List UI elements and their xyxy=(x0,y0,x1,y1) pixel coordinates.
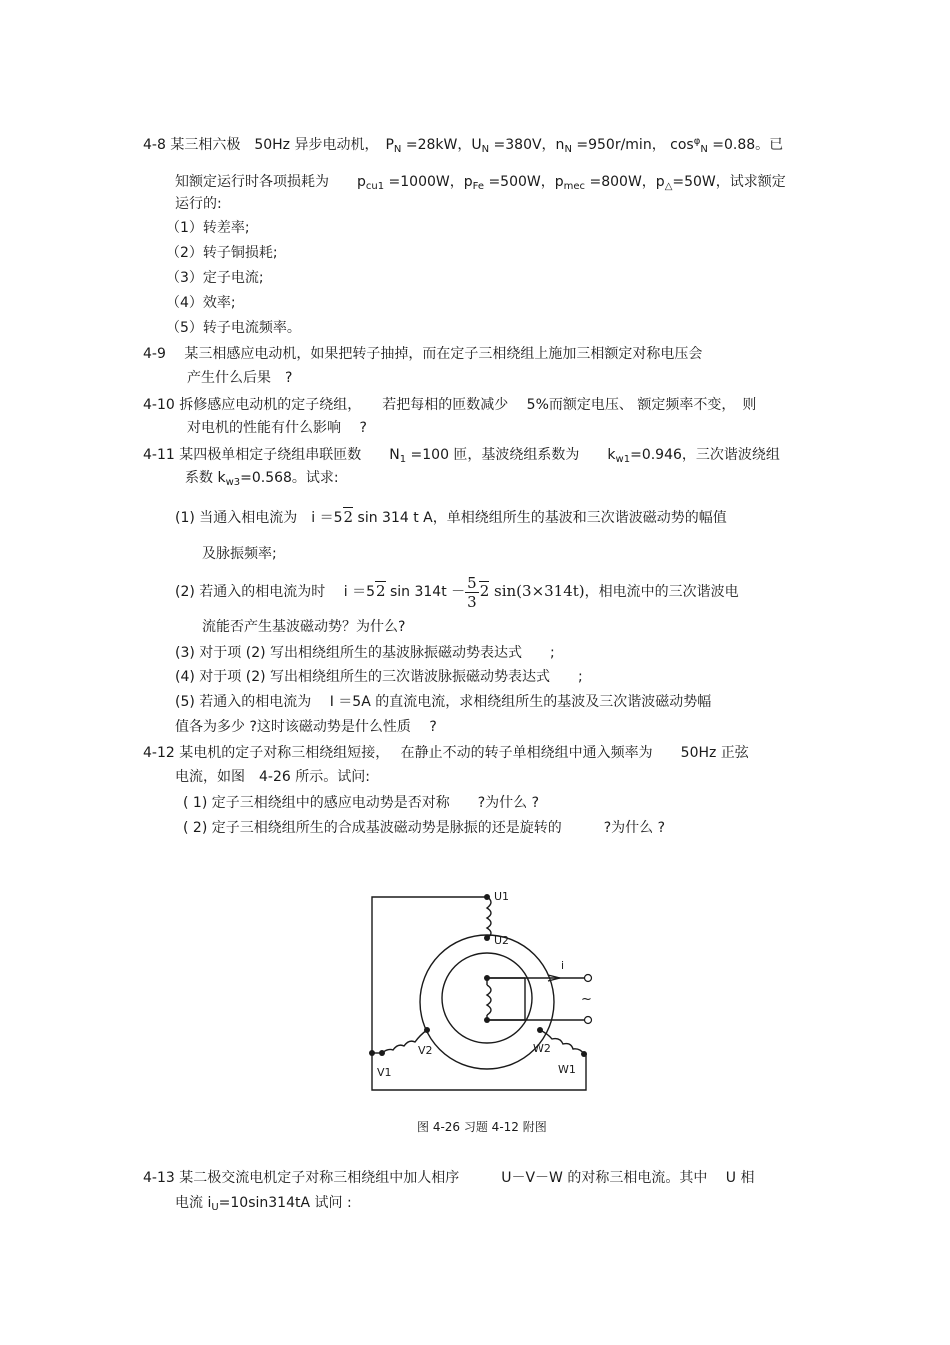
text: 知额定运行时各项损耗为 p xyxy=(175,174,366,190)
text: 电流 i xyxy=(175,1195,212,1211)
text: =0.946，三次谐波绕组 xyxy=(630,447,780,463)
subscript: 1 xyxy=(399,454,407,465)
subscript: w3 xyxy=(225,477,241,488)
text: =100 匝，基波绕组系数为 k xyxy=(406,447,616,463)
problem-4-11-line-1 xyxy=(143,445,780,470)
text: =950r/min， cos xyxy=(571,137,694,153)
problem-4-11-q4: (4) 对于项 (2) 写出相绕组所生的三次谐波脉振磁动势表达式 ; xyxy=(175,669,583,685)
label-v2: V2 xyxy=(418,1044,433,1057)
problem-4-11-q1 xyxy=(175,507,727,528)
subscript: mec xyxy=(563,181,586,192)
problem-4-11-q1-line-2: 及脉振频率; xyxy=(202,546,277,562)
text: =50W，试求额定 xyxy=(672,174,786,190)
text: sin 314 t A，单相绕组所生的基波和三次谐波磁动势的幅值 xyxy=(353,510,727,526)
terminal-dot xyxy=(379,1050,385,1056)
wire xyxy=(372,1053,586,1090)
sqrt-radicand: 2 xyxy=(343,508,354,526)
subscript: cu1 xyxy=(365,181,385,192)
problem-4-8-item: （1）转差率; xyxy=(166,220,250,236)
text: =500W，p xyxy=(484,174,564,190)
text: =28kW，U xyxy=(401,137,482,153)
rotor-coil xyxy=(487,985,491,1015)
text: (1) 当通入相电流为 i ＝5 xyxy=(175,510,343,526)
problem-4-8-line-3: 运行的: xyxy=(175,196,222,212)
terminal-dot xyxy=(537,1027,543,1033)
problem-4-8-line-1 xyxy=(143,132,783,160)
label-u2: U2 xyxy=(494,934,510,947)
label-v1: V1 xyxy=(377,1066,392,1079)
text: =0.568。试求: xyxy=(240,470,339,486)
label-w1: W1 xyxy=(558,1063,576,1076)
subscript: N xyxy=(700,144,708,155)
terminal-dot xyxy=(484,975,490,981)
subscript: N xyxy=(481,144,490,155)
text: =0.88。已 xyxy=(707,137,784,153)
text: =380V，n xyxy=(489,137,565,153)
problem-4-11-q3: (3) 对于项 (2) 写出相绕组所生的基波脉振磁动势表达式 ; xyxy=(175,645,555,661)
problem-4-12-q2: ( 2) 定子三相绕组所生的合成基波磁动势是脉振的还是旋转的 ?为什么 ? xyxy=(183,820,666,836)
terminal-dot xyxy=(424,1027,430,1033)
text: ，相电流中的三次谐波电 xyxy=(584,584,739,600)
problem-4-9-line-1: 4-9 某三相感应电动机，如果把转子抽掉，而在定子三相绕组上施加三相额定对称电压会 xyxy=(143,346,703,362)
text: =1000W，p xyxy=(384,174,473,190)
wire xyxy=(487,978,525,985)
problem-4-8-line-2 xyxy=(175,172,786,197)
problem-4-10-line-2: 对电机的性能有什么影响 ? xyxy=(187,420,367,436)
problem-4-11-line-2 xyxy=(185,468,339,493)
problem-4-11-q2-line-2: 流能否产生基波磁动势？为什么? xyxy=(202,619,406,635)
label-i: i xyxy=(561,959,565,972)
problem-4-11-q5-line-2: 值各为多少 ?这时该磁动势是什么性质 ? xyxy=(175,719,437,735)
problem-4-8-item: （3）定子电流; xyxy=(166,270,264,286)
problem-4-11-q2 xyxy=(175,570,739,613)
wire xyxy=(487,1015,525,1020)
supply-terminal xyxy=(585,975,592,982)
denominator: 3 xyxy=(467,592,477,611)
rotor-circle xyxy=(442,953,532,1043)
winding-circuit-figure xyxy=(355,880,615,1100)
subscript: w1 xyxy=(615,454,631,465)
problem-4-12-line-1: 4-12 某电机的定子对称三相绕组短接， 在静止不动的转子单相绕组中通入频率为 50Hz 正弦 xyxy=(143,745,749,761)
terminal-dot xyxy=(484,1017,490,1023)
problem-4-11-q5: (5) 若通入的相电流为 I ＝5A 的直流电流，求相绕组所生的基波及三次谐波磁动势幅 xyxy=(175,694,712,710)
subscript: Fe xyxy=(472,181,484,192)
terminal-dot xyxy=(581,1051,587,1057)
terminal-dot xyxy=(484,894,490,900)
problem-4-10-line-1: 4-10 拆修感应电动机的定子绕组， 若把每相的匝数减少 5%而额定电压、 额定频率不变， 则 xyxy=(143,397,757,413)
subscript: N xyxy=(393,144,402,155)
phi-symbol: φ xyxy=(693,136,701,147)
figure-caption: 图 4-26 习题 4-12 附图 xyxy=(417,1120,547,1134)
problem-4-13-line-1: 4-13 某二极交流电机定子对称三相绕组中加人相序 U－V－W 的对称三相电流。其中 U 相 xyxy=(143,1170,755,1186)
text: 4-11 某四极单相定子绕组串联匝数 N xyxy=(143,447,400,463)
supply-terminal xyxy=(585,1017,592,1024)
text: 系数 k xyxy=(185,470,226,486)
problem-4-9-line-2: 产生什么后果 ? xyxy=(187,370,293,386)
fraction xyxy=(465,574,479,611)
problem-4-13-line-2 xyxy=(175,1193,352,1218)
label-w2: W2 xyxy=(533,1042,551,1055)
problem-4-8-item: （2）转子铜损耗; xyxy=(166,245,278,261)
subscript: U xyxy=(211,1202,219,1213)
subscript: △ xyxy=(664,181,673,192)
text: sin(3×314t) xyxy=(489,582,585,600)
subscript: N xyxy=(564,144,572,155)
problem-4-8-item: （4）效率; xyxy=(166,295,236,311)
text: 4-8 某三相六极 50Hz 异步电动机， P xyxy=(143,137,394,153)
label-ac: ~ xyxy=(581,992,592,1007)
text: =800W，p xyxy=(585,174,665,190)
terminal-dot xyxy=(484,935,490,941)
problem-4-12-line-2: 电流，如图 4-26 所示。试问: xyxy=(175,769,370,785)
u-coil xyxy=(487,897,491,938)
numerator: 5 xyxy=(467,573,477,592)
sqrt-radicand: 2 xyxy=(375,582,386,600)
problem-4-8-item: （5）转子电流频率。 xyxy=(166,320,301,336)
text: =10sin314tA 试问 : xyxy=(218,1195,352,1211)
text: sin 314t － xyxy=(385,584,466,600)
text: (2) 若通入的相电流为时 i ＝5 xyxy=(175,584,375,600)
terminal-dot xyxy=(369,1050,375,1056)
problem-4-12-q1: ( 1) 定子三相绕组中的感应电动势是否对称 ?为什么 ? xyxy=(183,795,540,811)
label-u1: U1 xyxy=(494,890,510,903)
sqrt-radicand: 2 xyxy=(479,582,490,600)
